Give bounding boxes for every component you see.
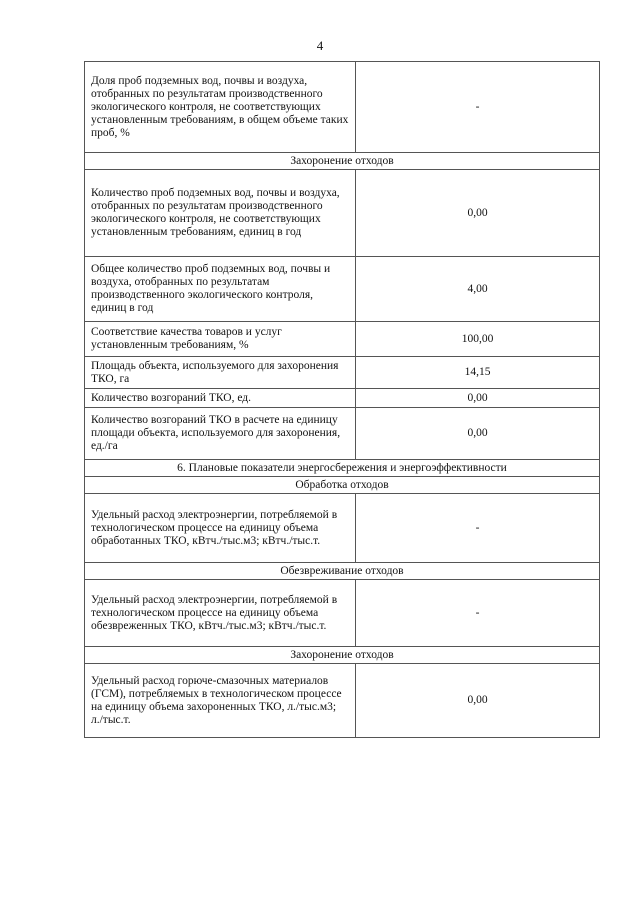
section-heading: Обезвреживание отходов — [85, 563, 600, 580]
section-heading: Захоронение отходов — [85, 153, 600, 170]
table-row — [85, 389, 600, 408]
section-row — [85, 460, 600, 477]
table-row — [85, 170, 600, 257]
section-row — [85, 647, 600, 664]
indicator-label: Удельный расход электроэнергии, потребляемой в технологическом процессе на единицу объема обработанных ТКО, кВтч./тыс.м3; кВтч./тыс.т. — [85, 494, 356, 563]
section-heading: Захоронение отходов — [85, 647, 600, 664]
indicator-label: Соответствие качества товаров и услуг установленным требованиям, % — [85, 322, 356, 357]
indicator-label: Площадь объекта, используемого для захоронения ТКО, га — [85, 357, 356, 389]
indicator-label: Количество возгораний ТКО в расчете на единицу площади объекта, используемого для захоронения, ед./га — [85, 408, 356, 460]
indicators-table — [84, 61, 600, 738]
table-row — [85, 580, 600, 647]
indicator-value: - — [356, 62, 600, 153]
indicator-value: 100,00 — [356, 322, 600, 357]
indicator-value: 4,00 — [356, 257, 600, 322]
table-row — [85, 494, 600, 563]
page-number: 4 — [316, 38, 324, 53]
section-row — [85, 477, 600, 494]
indicator-label: Удельный расход электроэнергии, потребляемой в технологическом процессе на единицу объема обезвреженных ТКО, кВтч./тыс.м3; кВтч./тыс.т. — [85, 580, 356, 647]
indicator-label: Количество возгораний ТКО, ед. — [85, 389, 356, 408]
indicator-value: 0,00 — [356, 408, 600, 460]
indicator-label: Общее количество проб подземных вод, почвы и воздуха, отобранных по результатам производственного экологического контроля, единиц в год — [85, 257, 356, 322]
section-heading: Обработка отходов — [85, 477, 600, 494]
indicator-label: Доля проб подземных вод, почвы и воздуха, отобранных по результатам производственного экологического контроля, не соответствующих установленным требованиям, в общем объеме таких проб, % — [85, 62, 356, 153]
indicator-value: 14,15 — [356, 357, 600, 389]
table-row — [85, 322, 600, 357]
section-row — [85, 563, 600, 580]
indicator-value: 0,00 — [356, 664, 600, 738]
indicator-value: 0,00 — [356, 389, 600, 408]
indicator-value: - — [356, 494, 600, 563]
indicator-value: 0,00 — [356, 170, 600, 257]
indicator-value: - — [356, 580, 600, 647]
table-row — [85, 408, 600, 460]
indicator-label: Удельный расход горюче-смазочных материалов (ГСМ), потребляемых в технологическом процессе на единицу объема захороненных ТКО, л./тыс.м3; л./тыс.т. — [85, 664, 356, 738]
section-row — [85, 153, 600, 170]
section-heading: 6. Плановые показатели энергосбережения и энергоэффективности — [85, 460, 600, 477]
indicator-label: Количество проб подземных вод, почвы и воздуха, отобранных по результатам производственного экологического контроля, не соответствующих установленным требованиям, единиц в год — [85, 170, 356, 257]
table-row — [85, 664, 600, 738]
table-row — [85, 62, 600, 153]
table-row — [85, 357, 600, 389]
table-row — [85, 257, 600, 322]
